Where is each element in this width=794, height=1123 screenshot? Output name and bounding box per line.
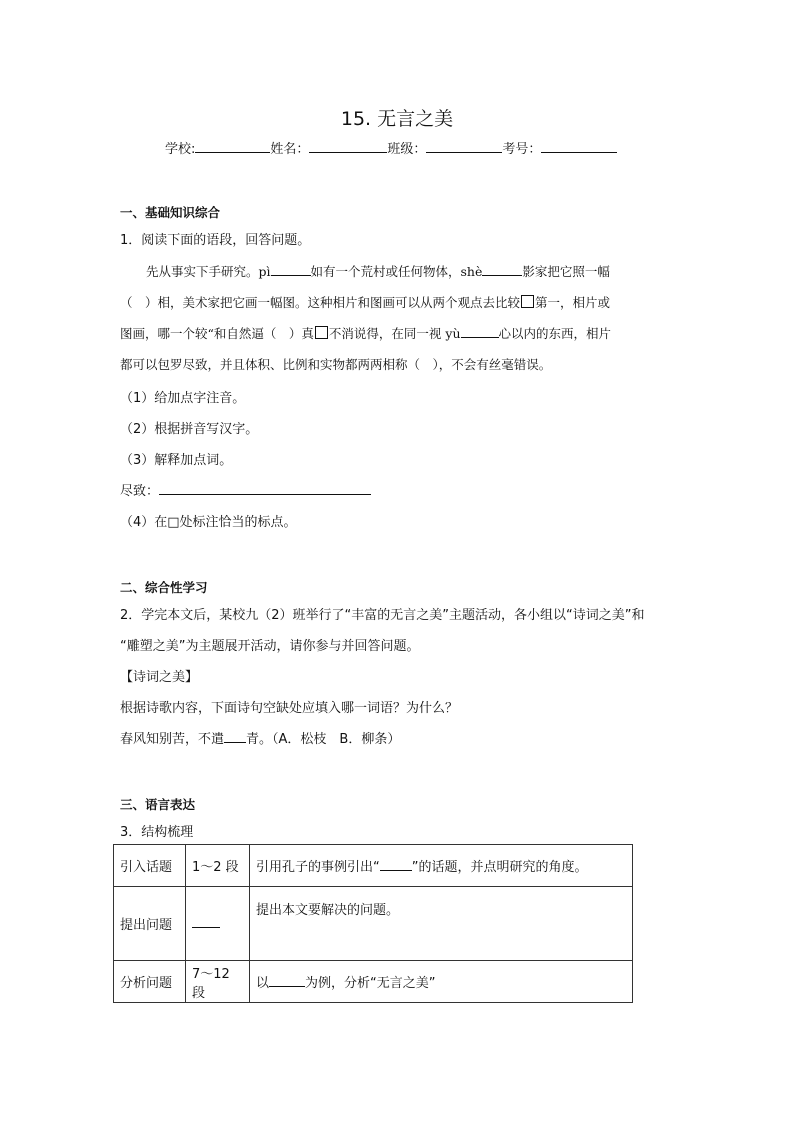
punctuation-box[interactable] <box>315 326 328 339</box>
passage-text: 如有一个荒村或任何物体，shè <box>310 264 483 279</box>
name-label: 姓名： <box>270 142 310 157</box>
cell-text: 引用孔子的事例引出“ <box>256 860 380 875</box>
passage-text: （ ）相，美术家把它画一幅图。这种相片和图画可以从两个观点去比较 <box>120 295 521 310</box>
poem-blank[interactable] <box>224 730 246 743</box>
section2-heading: 二、综合性学习 <box>120 580 208 595</box>
poem-text: 青。（A．松枝 B．柳条） <box>246 732 401 747</box>
table-cell <box>250 845 633 887</box>
question-3: 3．结构梳理 <box>120 825 194 840</box>
table-row <box>114 961 633 1003</box>
passage-line-2 <box>120 293 610 311</box>
section1-heading: 一、基础知识综合 <box>120 205 221 220</box>
answer-blank[interactable] <box>380 858 412 871</box>
structure-table <box>113 844 633 1003</box>
passage-line-3 <box>120 324 611 342</box>
question-2-line-1: 2．学完本文后，某校九（2）班举行了“丰富的无言之美”主题活动，各小组以“诗词之美”和 <box>120 608 645 623</box>
exam-no-label: 考号： <box>502 142 542 157</box>
school-label: 学校: <box>165 142 196 157</box>
section3-heading: 三、语言表达 <box>120 797 196 812</box>
passage-line-1 <box>120 262 610 280</box>
name-blank[interactable] <box>309 140 387 153</box>
class-blank[interactable] <box>426 140 502 153</box>
answer-blank[interactable] <box>461 325 499 338</box>
table-row <box>114 845 633 887</box>
table-cell <box>186 887 250 961</box>
answer-blank[interactable] <box>269 974 305 987</box>
poetry-subtitle: 【诗词之美】 <box>120 670 199 685</box>
answer-blank[interactable] <box>192 915 220 928</box>
passage-text: 先从事实下手研究。pì <box>146 264 271 279</box>
table-cell: 分析问题 <box>114 961 186 1003</box>
passage-text: 心以内的东西，相片 <box>498 326 612 341</box>
jinzhi-line <box>120 480 371 499</box>
table-cell: 提出本文要解决的问题。 <box>250 887 633 961</box>
table-cell: 引入话题 <box>114 845 186 887</box>
table-cell: 7～12 段 <box>186 961 250 1003</box>
sub-question-2: （2）根据拼音写汉字。 <box>120 422 259 437</box>
cell-text: ”的话题，并点明研究的角度。 <box>411 860 588 875</box>
sub-question-1: （1）给加点字注音。 <box>120 391 246 406</box>
cell-text: 以 <box>256 976 270 991</box>
sub-question-4: （4）在□处标注恰当的标点。 <box>120 515 297 530</box>
table-cell: 1～2 段 <box>186 845 250 887</box>
passage-text: 第一，相片或 <box>535 295 611 310</box>
student-info-line <box>165 138 617 157</box>
exam-no-blank[interactable] <box>541 140 617 153</box>
table-row <box>114 887 633 961</box>
poem-line <box>120 728 400 747</box>
table-cell: 提出问题 <box>114 887 186 961</box>
poetry-question: 根据诗歌内容，下面诗句空缺处应填入哪一词语？为什么？ <box>120 701 459 716</box>
question-1: 1．阅读下面的语段，回答问题。 <box>120 233 311 248</box>
sub-question-3: （3）解释加点词。 <box>120 453 233 468</box>
cell-text: 为例，分析“无言之美” <box>305 976 436 991</box>
punctuation-box[interactable] <box>521 295 534 308</box>
jinzhi-blank[interactable] <box>159 482 371 495</box>
passage-line-4: 都可以包罗尽致，并且体积、比例和实物都两两相称（ ），不会有丝毫错误。 <box>120 357 552 372</box>
passage-text: 影家把它照一幅 <box>522 264 610 279</box>
answer-blank[interactable] <box>482 263 522 276</box>
passage-text: 不消说得，在同一视 yù <box>328 326 461 341</box>
class-label: 班级： <box>387 142 427 157</box>
table-cell <box>250 961 633 1003</box>
poem-text: 春风知别苦，不遣 <box>120 732 225 747</box>
answer-blank[interactable] <box>271 263 311 276</box>
passage-text: 图画，哪一个较“和自然逼（ ）真 <box>120 326 314 341</box>
page-title: 15. 无言之美 <box>340 108 454 130</box>
question-2-line-2: “雕塑之美”为主题展开活动，请你参与并回答问题。 <box>120 639 420 654</box>
school-blank[interactable] <box>195 140 270 153</box>
jinzhi-label: 尽致： <box>120 484 160 499</box>
